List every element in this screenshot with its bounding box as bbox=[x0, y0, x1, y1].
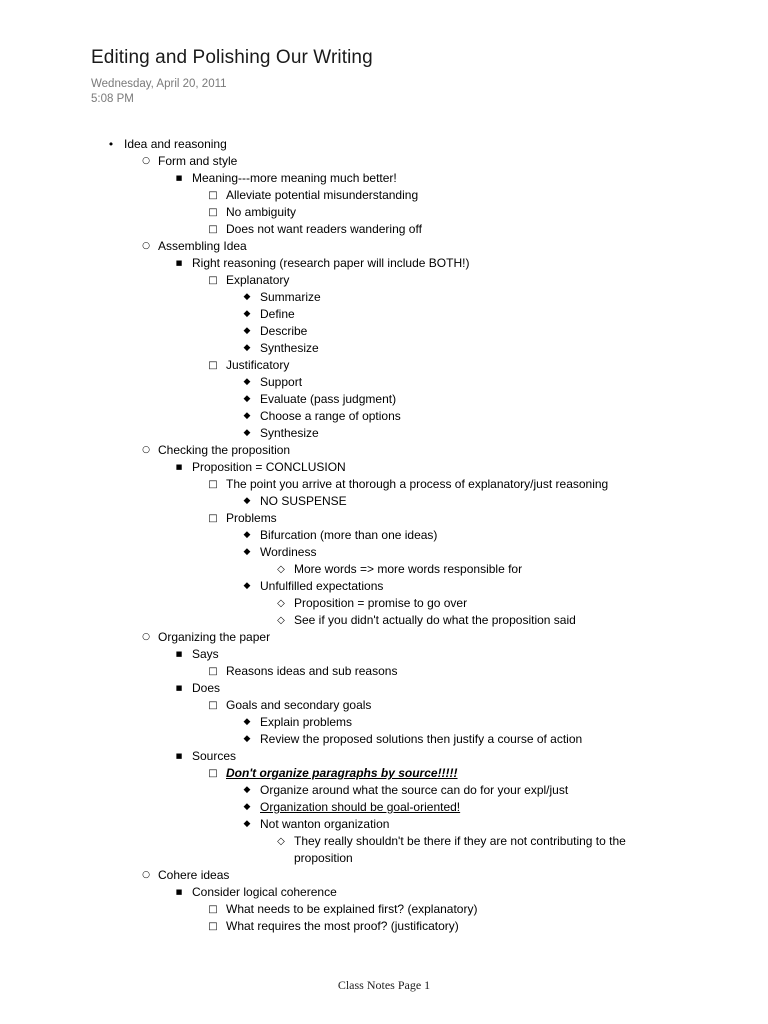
square-bullet-icon: ■ bbox=[175, 174, 183, 182]
outline-item-text: Review the proposed solutions then justify a course of action bbox=[260, 732, 583, 746]
diamond-bullet-icon: ◆ bbox=[243, 428, 251, 438]
diamond-bullet-icon: ◆ bbox=[243, 785, 251, 795]
outline-item bbox=[0, 357, 768, 374]
outline-item bbox=[0, 374, 768, 391]
outline-item-text: Unfulfilled expectations bbox=[260, 579, 384, 593]
page-title: Editing and Polishing Our Writing bbox=[91, 47, 373, 68]
square-bullet-icon: ■ bbox=[175, 684, 183, 692]
outline-item bbox=[0, 833, 768, 867]
diamond-bullet-icon: ◆ bbox=[243, 547, 251, 557]
diamond-bullet-icon: ◆ bbox=[243, 496, 251, 506]
diamond-bullet-icon: ◆ bbox=[243, 530, 251, 540]
outline-item bbox=[0, 765, 768, 782]
outline-item-text: Proposition = promise to go over bbox=[294, 596, 468, 610]
outline-item bbox=[0, 408, 768, 425]
circle-bullet-icon: ○ bbox=[142, 445, 150, 455]
box-bullet-icon: □ bbox=[208, 904, 218, 915]
diamond-bullet-icon: ◆ bbox=[243, 309, 251, 319]
outline-item-text: Support bbox=[260, 375, 303, 389]
outline-item bbox=[0, 697, 768, 714]
outline-item-text: Right reasoning (research paper will include BOTH!) bbox=[192, 256, 470, 270]
outline-item-text: Evaluate (pass judgment) bbox=[260, 392, 397, 406]
outline-item bbox=[0, 527, 768, 544]
outline-item-text: Not wanton organization bbox=[260, 817, 390, 831]
outline-item bbox=[0, 799, 768, 816]
circle-bullet-icon: ○ bbox=[142, 241, 150, 251]
outline-item-text: Sources bbox=[192, 749, 237, 763]
outline-item-text: Problems bbox=[226, 511, 277, 525]
circle-bullet-icon: ○ bbox=[142, 632, 150, 642]
outline-item bbox=[0, 578, 768, 595]
square-bullet-icon: ■ bbox=[175, 463, 183, 471]
hollow-diamond-bullet-icon: ◇ bbox=[277, 598, 285, 609]
outline-item-text: Goals and secondary goals bbox=[226, 698, 372, 712]
box-bullet-icon: □ bbox=[208, 513, 218, 524]
outline-item-text: Summarize bbox=[260, 290, 321, 304]
outline-item bbox=[0, 731, 768, 748]
diamond-bullet-icon: ◆ bbox=[243, 802, 251, 812]
outline-item bbox=[0, 510, 768, 527]
outline-item bbox=[0, 612, 768, 629]
outline-item bbox=[0, 221, 768, 238]
outline-item-text: Choose a range of options bbox=[260, 409, 401, 423]
outline-item bbox=[0, 340, 768, 357]
outline-item-text: Synthesize bbox=[260, 341, 319, 355]
box-bullet-icon: □ bbox=[208, 190, 218, 201]
hollow-diamond-bullet-icon: ◇ bbox=[277, 564, 285, 575]
outline-item bbox=[0, 663, 768, 680]
outline-item-text: Consider logical coherence bbox=[192, 885, 337, 899]
outline-item bbox=[0, 187, 768, 204]
diamond-bullet-icon: ◆ bbox=[243, 394, 251, 404]
outline-item-text: Wordiness bbox=[260, 545, 317, 559]
note-time: 5:08 PM bbox=[91, 93, 134, 105]
outline-item-text: Describe bbox=[260, 324, 308, 338]
outline-item-text: More words => more words responsible for bbox=[294, 562, 523, 576]
outline-item bbox=[0, 170, 768, 187]
diamond-bullet-icon: ◆ bbox=[243, 411, 251, 421]
outline-item-text: Define bbox=[260, 307, 295, 321]
box-bullet-icon: □ bbox=[208, 224, 218, 235]
outline-item bbox=[0, 255, 768, 272]
outline-item-text: Does not want readers wandering off bbox=[226, 222, 422, 236]
box-bullet-icon: □ bbox=[208, 700, 218, 711]
outline-item bbox=[0, 289, 768, 306]
diamond-bullet-icon: ◆ bbox=[243, 292, 251, 302]
outline-item bbox=[0, 561, 768, 578]
disc-bullet-icon: • bbox=[107, 138, 115, 151]
outline-item bbox=[0, 425, 768, 442]
outline-item bbox=[0, 867, 768, 884]
outline-item bbox=[0, 748, 768, 765]
outline-item bbox=[0, 238, 768, 255]
outline-item-text: Organization should be goal-oriented! bbox=[260, 800, 461, 814]
outline-item bbox=[0, 816, 768, 833]
outline-item bbox=[0, 901, 768, 918]
outline-item-text: No ambiguity bbox=[226, 205, 297, 219]
diamond-bullet-icon: ◆ bbox=[243, 581, 251, 591]
outline-item-text: Bifurcation (more than one ideas) bbox=[260, 528, 438, 542]
outline-item bbox=[0, 782, 768, 799]
page-footer: Class Notes Page 1 bbox=[337, 978, 431, 992]
outline-item bbox=[0, 646, 768, 663]
hollow-diamond-bullet-icon: ◇ bbox=[277, 836, 285, 847]
outline-item-text: Synthesize bbox=[260, 426, 319, 440]
outline-item-text: Organize around what the source can do for your expl/just bbox=[260, 783, 569, 797]
box-bullet-icon: □ bbox=[208, 360, 218, 371]
outline-item-text: Reasons ideas and sub reasons bbox=[226, 664, 398, 678]
diamond-bullet-icon: ◆ bbox=[243, 717, 251, 727]
outline-notes bbox=[0, 136, 768, 935]
outline-item bbox=[0, 442, 768, 459]
box-bullet-icon: □ bbox=[208, 921, 218, 932]
box-bullet-icon: □ bbox=[208, 275, 218, 286]
outline-item-text: What needs to be explained first? (explanatory) bbox=[226, 902, 478, 916]
diamond-bullet-icon: ◆ bbox=[243, 343, 251, 353]
note-metadata bbox=[91, 77, 227, 107]
outline-item bbox=[0, 153, 768, 170]
diamond-bullet-icon: ◆ bbox=[243, 819, 251, 829]
outline-item bbox=[0, 714, 768, 731]
outline-item-text: Explanatory bbox=[226, 273, 290, 287]
square-bullet-icon: ■ bbox=[175, 752, 183, 760]
square-bullet-icon: ■ bbox=[175, 888, 183, 896]
outline-item-text: Proposition = CONCLUSION bbox=[192, 460, 346, 474]
outline-item bbox=[0, 918, 768, 935]
outline-item bbox=[0, 391, 768, 408]
outline-item bbox=[0, 272, 768, 289]
outline-item bbox=[0, 595, 768, 612]
outline-item-text: Justificatory bbox=[226, 358, 290, 372]
outline-item bbox=[0, 680, 768, 697]
box-bullet-icon: □ bbox=[208, 207, 218, 218]
box-bullet-icon: □ bbox=[208, 768, 218, 779]
circle-bullet-icon: ○ bbox=[142, 156, 150, 166]
outline-item-text: Does bbox=[192, 681, 221, 695]
outline-item bbox=[0, 323, 768, 340]
outline-item-text: Says bbox=[192, 647, 219, 661]
outline-item-text: See if you didn't actually do what the proposition said bbox=[294, 613, 576, 627]
outline-item bbox=[0, 476, 768, 493]
outline-item bbox=[0, 306, 768, 323]
outline-item-text: Idea and reasoning bbox=[124, 137, 227, 151]
outline-item bbox=[0, 204, 768, 221]
box-bullet-icon: □ bbox=[208, 479, 218, 490]
hollow-diamond-bullet-icon: ◇ bbox=[277, 615, 285, 626]
outline-item-text: Meaning---more meaning much better! bbox=[192, 171, 397, 185]
outline-item-text: Alleviate potential misunderstanding bbox=[226, 188, 419, 202]
outline-item-text: Form and style bbox=[158, 154, 238, 168]
outline-item bbox=[0, 544, 768, 561]
outline-item-text: NO SUSPENSE bbox=[260, 494, 347, 508]
outline-item-text: Organizing the paper bbox=[158, 630, 271, 644]
outline-item-text: Checking the proposition bbox=[158, 443, 291, 457]
outline-item-text: What requires the most proof? (justificatory) bbox=[226, 919, 459, 933]
square-bullet-icon: ■ bbox=[175, 650, 183, 658]
outline-item-text: Cohere ideas bbox=[158, 868, 230, 882]
square-bullet-icon: ■ bbox=[175, 259, 183, 267]
outline-item-text: Assembling Idea bbox=[158, 239, 247, 253]
diamond-bullet-icon: ◆ bbox=[243, 734, 251, 744]
note-date: Wednesday, April 20, 2011 bbox=[91, 78, 227, 90]
outline-item-text: Don't organize paragraphs by source!!!!! bbox=[226, 766, 458, 780]
outline-item bbox=[0, 493, 768, 510]
outline-item-text: They really shouldn't be there if they are not contributing to the proposition bbox=[294, 834, 626, 865]
diamond-bullet-icon: ◆ bbox=[243, 326, 251, 336]
outline-item bbox=[0, 136, 768, 153]
outline-item bbox=[0, 459, 768, 476]
outline-item bbox=[0, 884, 768, 901]
box-bullet-icon: □ bbox=[208, 666, 218, 677]
outline-item-text: The point you arrive at thorough a process of explanatory/just reasoning bbox=[226, 477, 609, 491]
circle-bullet-icon: ○ bbox=[142, 870, 150, 880]
diamond-bullet-icon: ◆ bbox=[243, 377, 251, 387]
outline-item-text: Explain problems bbox=[260, 715, 353, 729]
outline-item bbox=[0, 629, 768, 646]
